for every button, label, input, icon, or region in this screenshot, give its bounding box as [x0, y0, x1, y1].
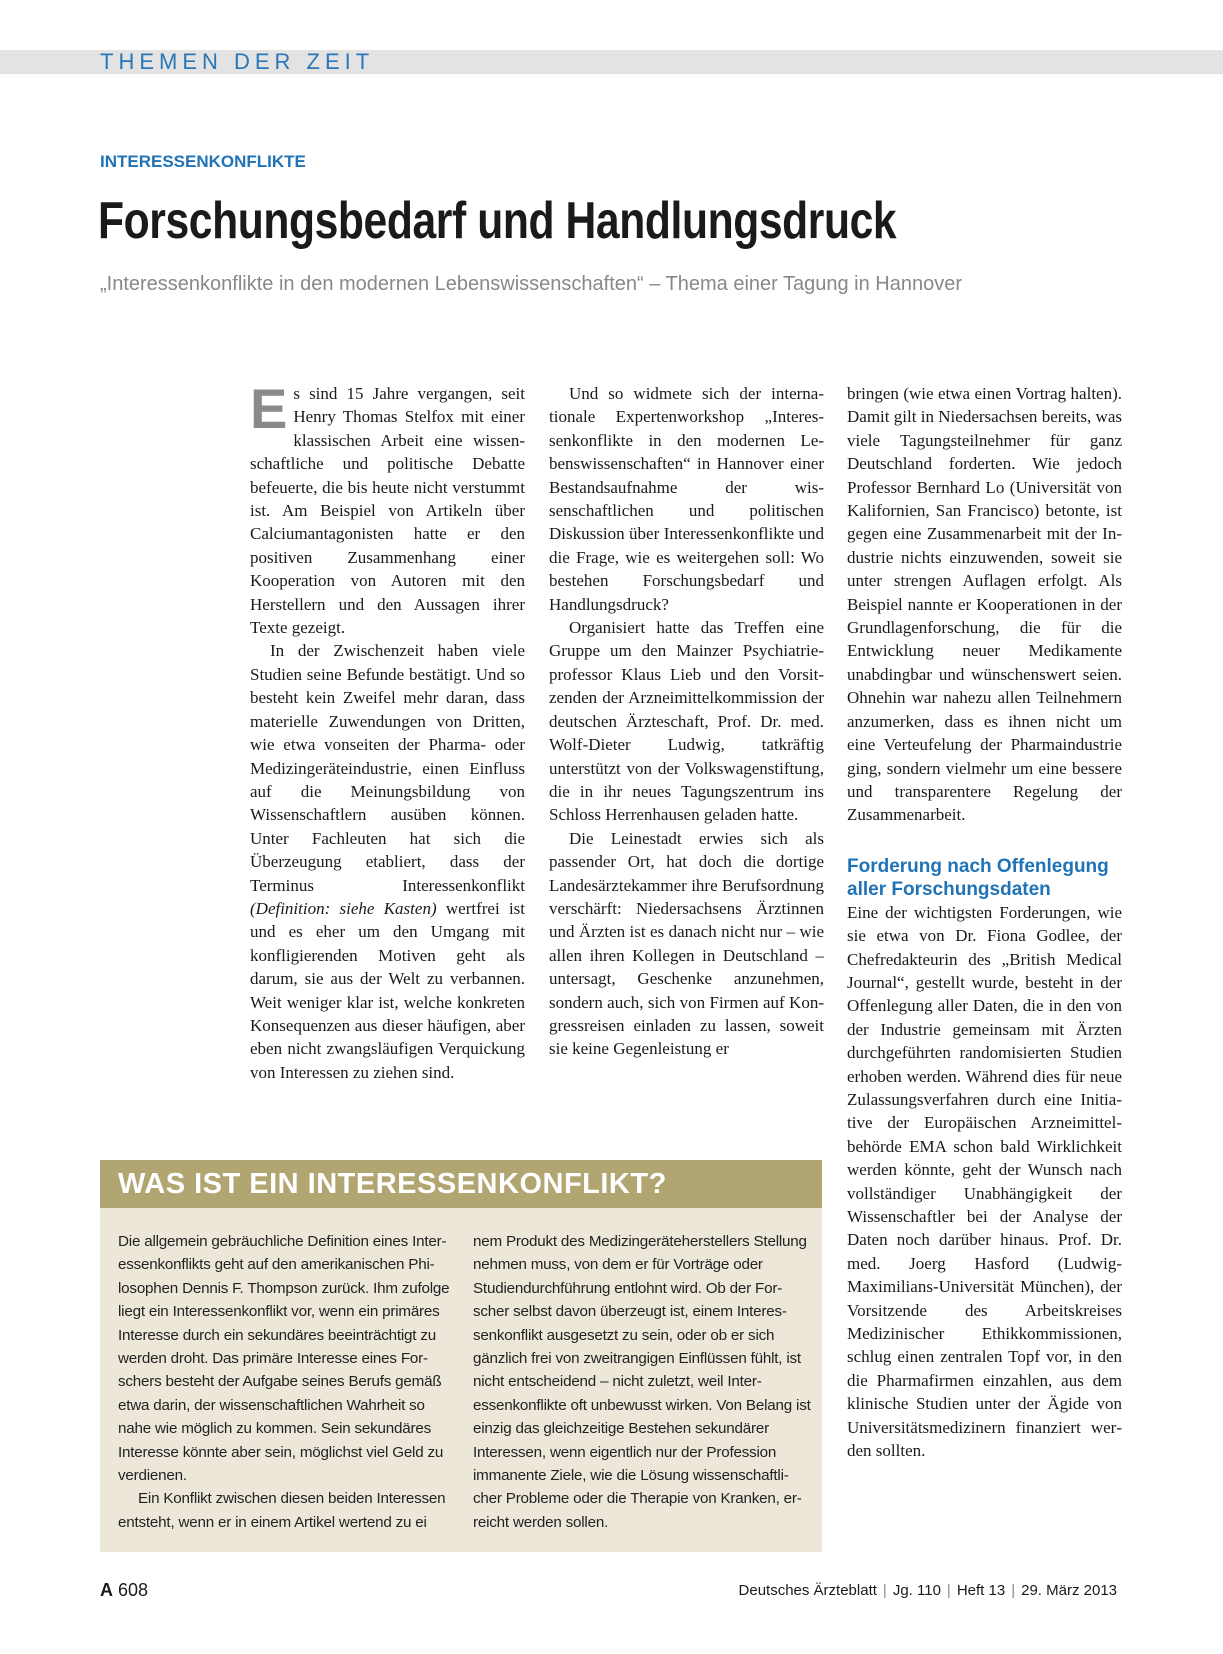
definition-reference: (Definition: siehe Kasten) [250, 898, 437, 918]
section-subheading: Forderung nach Offenlegung aller Forschungsdaten [847, 855, 1109, 900]
issue: Heft 13 [956, 1582, 1006, 1599]
article-title: Forschungsbedarf und Handlungsdruck [98, 192, 897, 250]
info-box-title: WAS IST EIN INTERESSENKONFLIKT? [118, 1168, 667, 1200]
paragraph: Und so widmete sich der internationale Expertenworkshop „Interessenkonflikte in den modernen Lebenswissenschaften“ in Hannover einer Bestandsaufnahme der wissenschaftlichen und politischen Diskussion über Interessenkonflikte und die Frage, wie es weitergehen soll: Wo bestehen Forschungsbedarf und Handlungsdruck? [549, 384, 824, 614]
issue-date: 29. März 2013 [1021, 1582, 1117, 1599]
article-subtitle: „Interessenkonflikte in den modernen Lebenswissenschaften“ – Thema einer Tagung in Hannover [100, 273, 963, 295]
page-prefix: A [100, 1580, 113, 1600]
info-box-body [100, 1208, 822, 1552]
article-kicker: INTERESSENKONFLIKTE [100, 152, 306, 171]
article-column-2 [549, 382, 824, 1061]
separator: | [882, 1582, 887, 1599]
info-box-column-1 [118, 1230, 456, 1534]
page-number [100, 1578, 148, 1602]
info-box-header [100, 1160, 822, 1208]
separator: | [1011, 1582, 1016, 1599]
paragraph: bringen (wie etwa einen Vortrag halten). Damit gilt in Niedersachsen bereits, was viele Tagungsteilnehmer für ganz Deutschland forderten. Wie jedoch Professor Bernhard Lo (Universität von Kalifornien, San Francisco) betonte, ist gegen eine Zusammenarbeit mit der Industrie nichts einzuwenden, soweit sie unter strengen Auflagen erfolgt. Als Beispiel nannte er Kooperationen in der Grundlagenforschung, die für die Entwicklung neuer Medikamente unabdingbar und wünschenswert seien. Ohnehin war nahezu allen Teilnehmern anzumerken, dass es ihnen nicht um eine Verteufelung der Pharmaindustrie ging, sondern vielmehr um eine bessere und transparentere Regelung der Zusammenarbeit. [847, 384, 1122, 825]
article-column-3 [847, 382, 1122, 1462]
paragraph: Die allgemein gebräuchliche Definition eines Interessenkonflikts geht auf den amerikanischen Philosophen Dennis F. Thompson zurück. Ihm zufolge liegt ein Interessenkonflikt vor, wenn ein primäres Interesse durch ein sekundäres beeinträchtigt zu werden droht. Das primäre Interesse eines Forschers besteht der Aufgabe seines Berufs gemäß etwa darin, der wissenschaftlichen Wahrheit so nahe wie möglich zu kommen. Sein sekundäres Interesse könnte aber sein, möglichst viel Geld zu verdienen. [118, 1233, 450, 1485]
journal-name: Deutsches Ärzteblatt [738, 1582, 877, 1599]
paragraph [250, 377, 525, 639]
drop-cap: E [250, 377, 288, 440]
paragraph [250, 639, 525, 1084]
paragraph: Die Leinestadt erwies sich als passender Ort, hat doch die dortige Landesärztekammer ihre Berufsordnung verschärft: Niedersachsens Ärztinnen und Ärzten ist es danach nicht nur – wie allen ihren Kollegen in Deutschland – untersagt, Geschenke anzunehmen, sondern auch, sich von Firmen auf Kongressreisen einladen zu lassen, soweit sie keine Gegenleistung er [549, 828, 824, 1059]
article-column-1 [250, 377, 525, 1084]
volume: Jg. 110 [892, 1582, 941, 1599]
paragraph: Eine der wichtigsten Forderungen, wie sie etwa von Dr. Fiona Godlee, der Chefredakteurin des „British Medical Journal“, gestellt wurde, besteht in der Offenlegung aller Daten, die in den von der Industrie gemeinsam mit Ärzten durchgeführten randomisierten Studien erhoben werden. Während dies für neue Zulassungsverfahren durch eine Initiative der Europäischen Arzneimittelbehörde EMA schon bald Wirklichkeit werden könnte, geht der Wunsch nach vollständiger Unabhängigkeit der Wissenschaftler bei der Analyse der Daten noch darüber hinaus. Prof. Dr. med. Joerg Hasford (Ludwig-Maximilians-Universität München), der Vorsitzende des Arbeitskreises Medizinischer Ethikkommissionen, schlug einen zentralen Topf vor, in den die Pharmafirmen einzahlen, aus dem klinische Studien unter der Ägide von Universitätsmedizinern finanziert werden sollten. [847, 902, 1122, 1461]
info-box-column-2 [473, 1230, 811, 1534]
page-number-value: 608 [118, 1580, 149, 1600]
publication-info [739, 1580, 1117, 1602]
section-label: THEMEN DER ZEIT [100, 49, 375, 74]
paragraph-text: s sind 15 Jahre vergangen, seit Henry Thomas Stelfox mit einer klassischen Arbeit eine wissenschaftliche und politische Debatte befeuerte, die bis heute nicht verstummt ist. Am Beispiel von Artikeln über Calciumantagonisten hatte er den positiven Zusammenhang einer Kooperation von Autoren mit den Herstellern und den Aussagen ihrer Texte gezeigt. [250, 384, 525, 638]
separator: | [946, 1582, 951, 1599]
paragraph-text: wertfrei ist und es eher um den Umgang mit konfligierenden Motiven geht als darum, sie aus der Welt zu verbannen. Weit weniger klar ist, welche konkreten Konsequenzen aus dieser häufigen, aber eben nicht zwangsläufigen Verquickung von Interessen zu ziehen sind. [250, 898, 525, 1082]
paragraph: Organisiert hatte das Treffen eine Gruppe um den Mainzer Psychiatrieprofessor Klaus Lieb und den Vorsitzenden der Arzneimittelkommission der deutschen Ärzteschaft, Prof. Dr. med. Wolf-Dieter Ludwig, tatkräftig unterstützt von der Volkswagenstiftung, die in ihr neues Tagungszentrum ins Schloss Herrenhausen geladen hatte. [549, 618, 824, 825]
paragraph: Ein Konflikt zwischen diesen beiden Interessen entsteht, wenn er in einem Artikel wertend zu ei [118, 1490, 446, 1531]
paragraph: nem Produkt des Medizingeräteherstellers Stellung nehmen muss, von dem er für Vorträge oder Studiendurchführung entlohnt wird. Ob der Forscher selbst davon überzeugt ist, einem Interessenkonflikt ausgesetzt zu sein, oder ob er sich gänzlich frei von zweitrangigen Einflüssen fühlt, ist nicht entscheidend – nicht zuletzt, weil Interessenkonflikte oft unbewusst wirken. Von Belang ist einzig das gleichzeitige Bestehen sekundärer Interessen, wenn eigentlich nur der Profession immanente Ziele, wie die Lösung wissenschaftlicher Probleme oder die Therapie von Kranken, erreicht werden sollen. [473, 1233, 811, 1531]
paragraph-text: In der Zwischenzeit haben viele Studien seine Befunde bestätigt. Und so besteht kein Zweifel mehr daran, dass materielle Zuwendungen von Dritten, wie etwa vonseiten der Pharma- oder Medizingeräteindustrie, einen Einfluss auf die Meinungsbildung von Wissenschaftlern ausüben können. Unter Fachleuten hat sich die Überzeugung etabliert, dass der Terminus Interessenkonflikt [250, 641, 525, 895]
